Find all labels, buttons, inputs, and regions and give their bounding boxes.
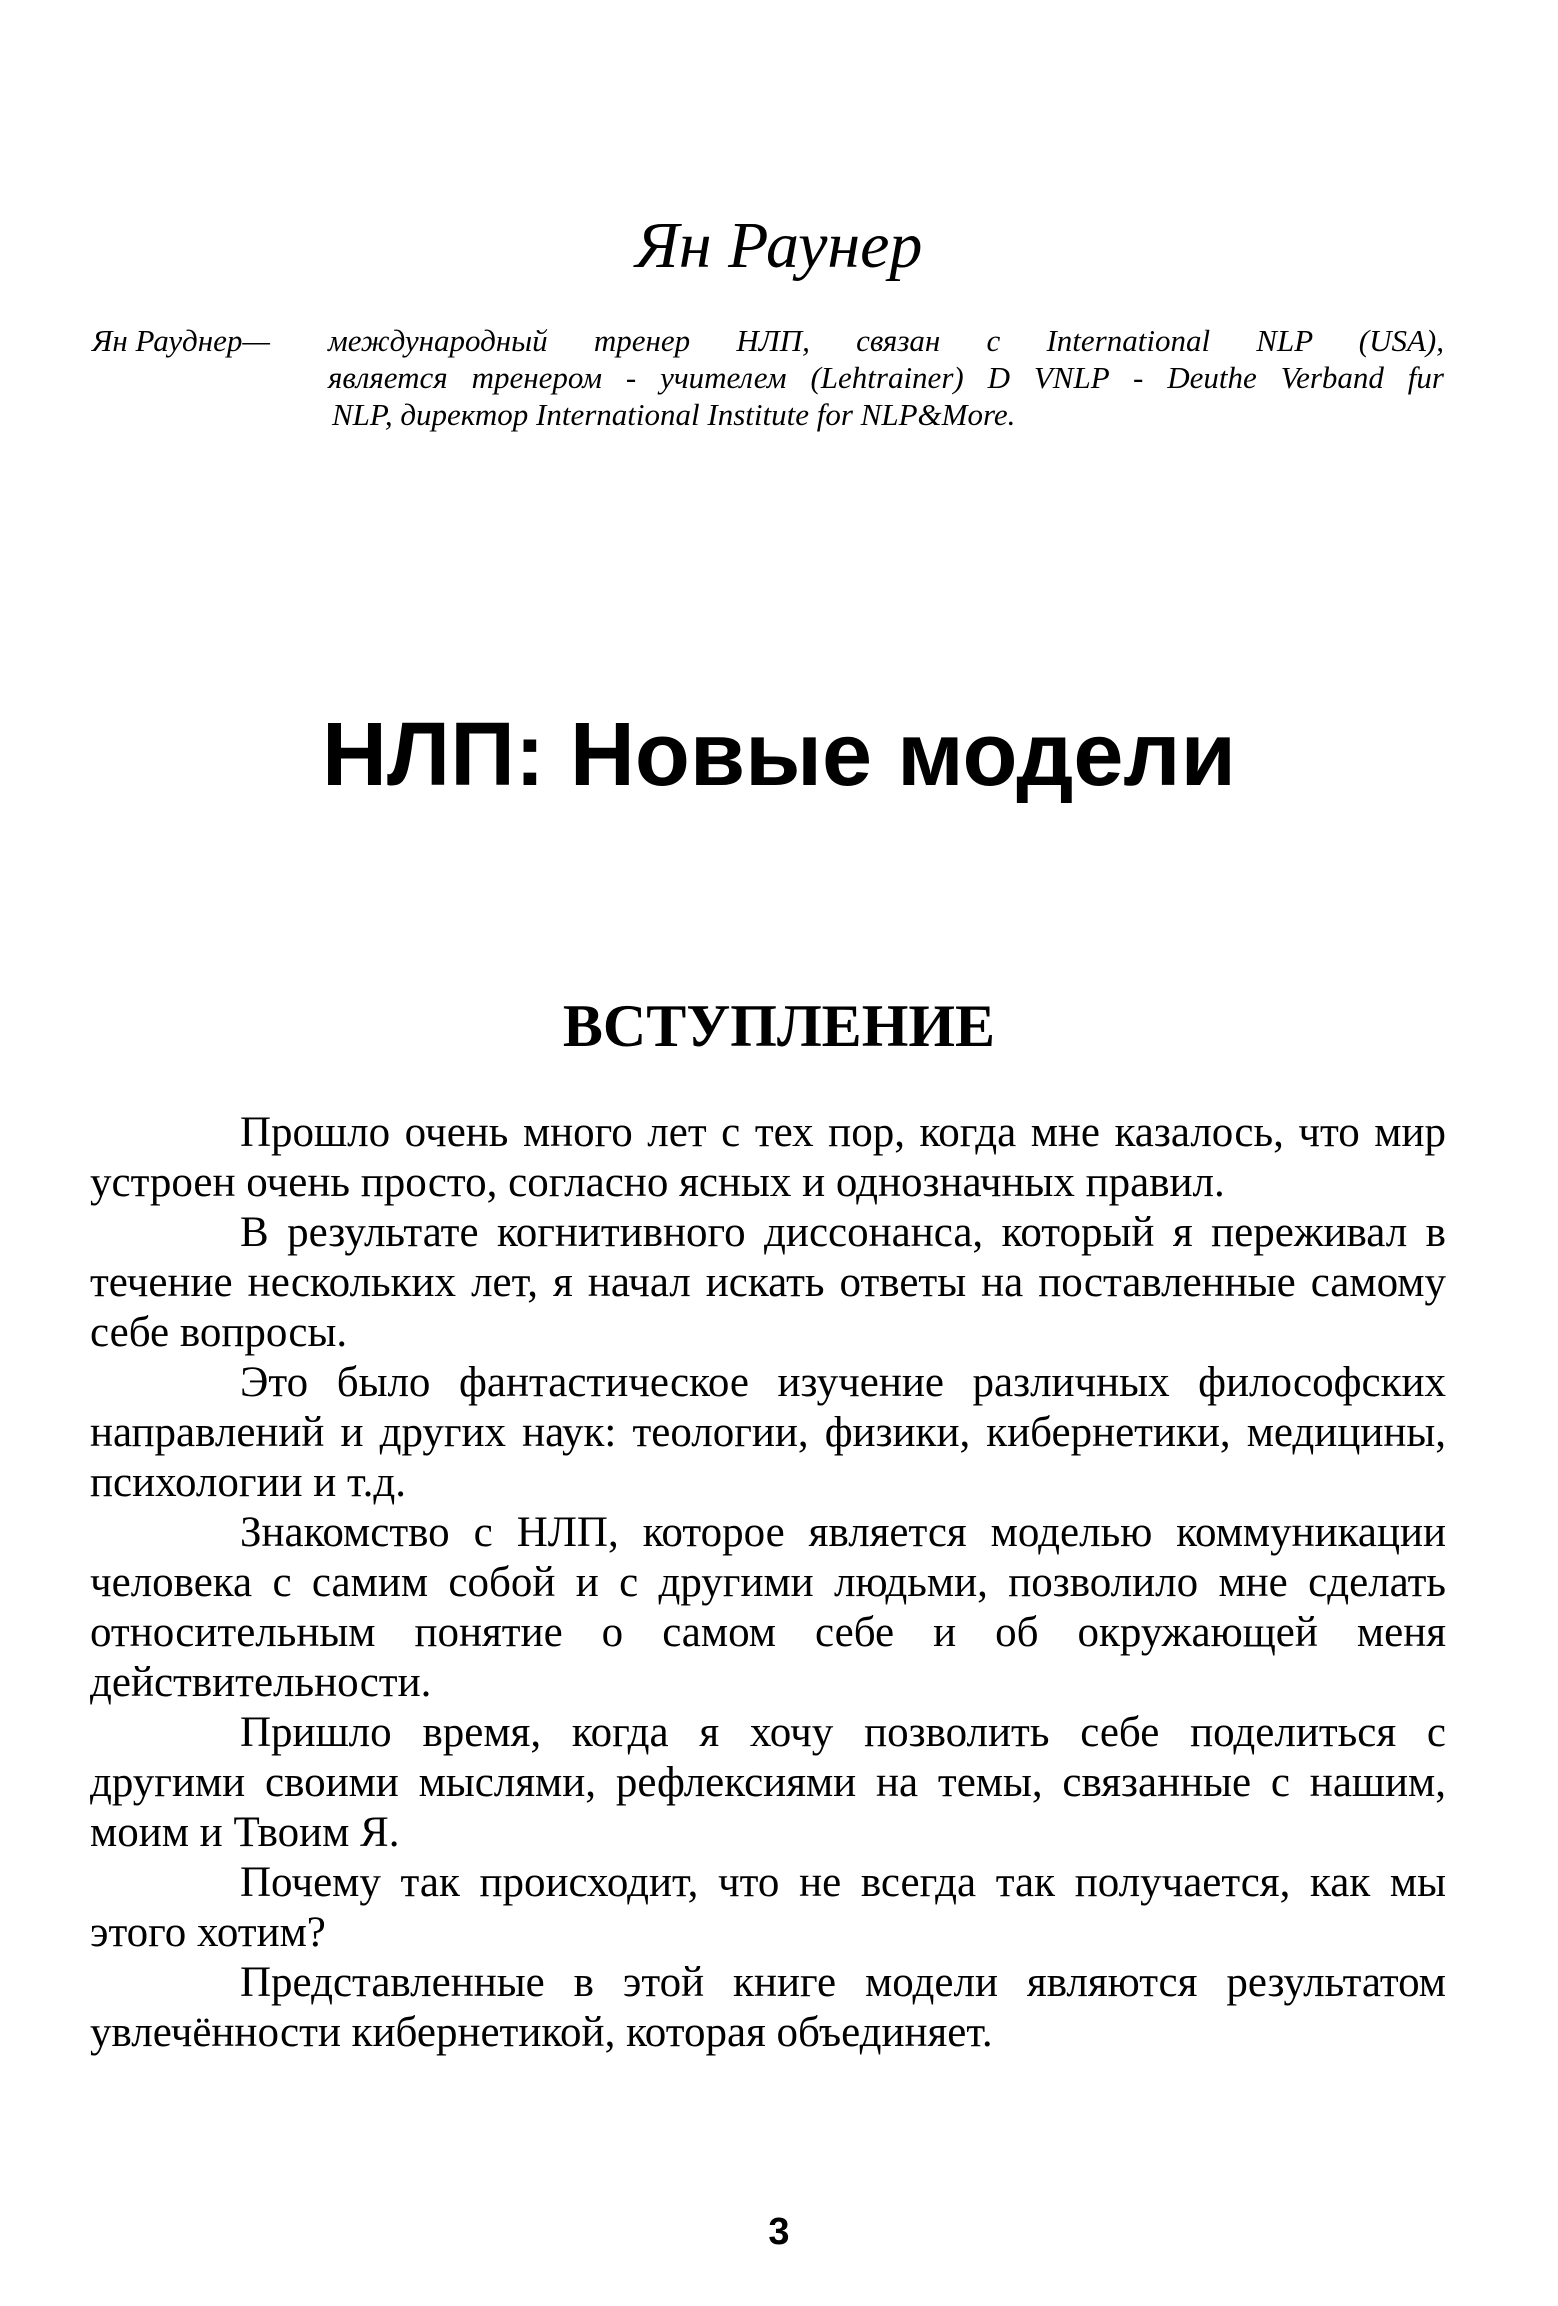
paragraph: В результате когнитивного диссонанса, который я переживал в течение нескольких лет, я начал искать ответы на поставленные самому себе вопросы. xyxy=(90,1209,1446,1356)
paragraph: Пришло время, когда я хочу позволить себе поделиться с другими своими мыслями, рефлексиями на темы, связанные с нашим, моим и Твоим Я. xyxy=(90,1709,1446,1856)
paragraph: Представленные в этой книге модели являются результатом увлечённости кибернетикой, которая объединяет. xyxy=(90,1959,1446,2056)
bio-line: является тренером - учителем (Lehtrainer) D VNLP - Deuthe Verband fur xyxy=(328,360,1444,395)
page-number: 3 xyxy=(768,2211,790,2253)
bio-author-name: Ян Рауднер— xyxy=(92,323,270,358)
book-title: НЛП: Новые модели xyxy=(322,705,1236,805)
bio-line: международный тренер НЛП, связан с International NLP (USA), xyxy=(328,323,1444,358)
body-text xyxy=(90,1108,1446,2058)
paragraph: Прошло очень много лет с тех пор, когда мне казалось, что мир устроен очень просто, согласно ясных и однозначных правил. xyxy=(90,1109,1446,1206)
paragraph: Почему так происходит, что не всегда так получается, как мы этого хотим? xyxy=(90,1859,1446,1956)
section-title: ВСТУПЛЕНИЕ xyxy=(562,993,996,1059)
paragraph: Знакомство с НЛП, которое является моделью коммуникации человека с самим собой и с другими людьми, позволило мне сделать относительным понятие о самом себе и об окружающей меня действительности. xyxy=(90,1509,1446,1706)
paragraph: Это было фантастическое изучение различных философских направлений и других наук: теологии, физики, кибернетики, медицины, психологии и т.д. xyxy=(90,1359,1446,1506)
bio-line: NLP, директор International Institute for NLP&More. xyxy=(332,397,1016,432)
author-name: Ян Раунер xyxy=(635,209,923,282)
author-bio xyxy=(92,322,1444,433)
